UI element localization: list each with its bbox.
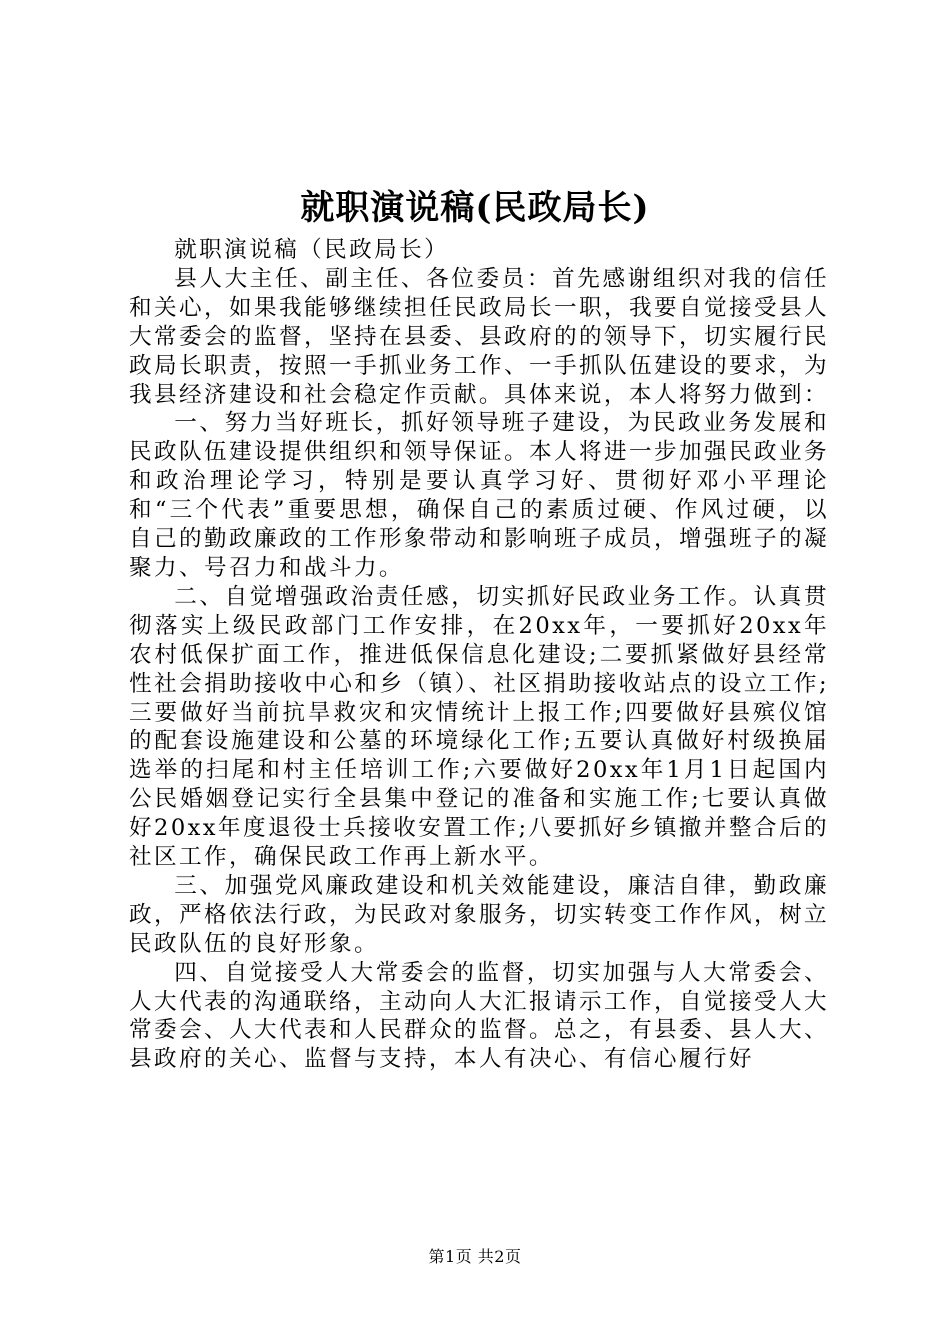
body-paragraph-subtitle: 就职演说稿（民政局长） xyxy=(174,237,450,263)
body-paragraph-point-4: 四、自觉接受人大常委会的监督，切实加强与人大常委会、人大代表的沟通联络，主动向人大汇报请示工作，自觉接受人大常委会、人大代表和人民群众的监督。总之，有县委、县人大、县政府的关心、监督与支持，本人有决心、有信心履行好 xyxy=(129,959,829,1073)
body-paragraph-point-2: 二、自觉增强政治责任感，切实抓好民政业务工作。认真贯彻落实上级民政部门工作安排，在20xx年，一要抓好20xx年农村低保扩面工作，推进低保信息化建设;二要抓紧做好县经常性社会捐助接收中心和乡（镇）、社区捐助接收站点的设立工作;三要做好当前抗旱救灾和灾情统计上报工作;四要做好县殡仪馆的配套设施建设和公墓的环境绿化工作;五要认真做好村级换届选举的扫尾和村主任培训工作;六要做好20xx年1月1日起国内公民婚姻登记实行全县集中登记的准备和实施工作;七要认真做好20xx年度退役士兵接收安置工作;八要抓好乡镇撤并整合后的社区工作，确保民政工作再上新水平。 xyxy=(129,583,829,871)
document-body xyxy=(129,236,829,1074)
body-paragraph-point-3: 三、加强党风廉政建设和机关效能建设，廉洁自律，勤政廉政，严格依法行政，为民政对象服务，切实转变工作作风，树立民政队伍的良好形象。 xyxy=(129,872,829,957)
body-paragraph-greeting: 县人大主任、副主任、各位委员：首先感谢组织对我的信任和关心，如果我能够继续担任民政局长一职，我要自觉接受县人大常委会的监督，坚持在县委、县政府的的领导下，切实履行民政局长职责，按照一手抓业务工作、一手抓队伍建设的要求，为我县经济建设和社会稳定作贡献。具体来说，本人将努力做到： xyxy=(129,265,829,408)
page-number-footer: 第1页 共2页 xyxy=(428,1247,522,1266)
body-paragraph-point-1: 一、努力当好班长，抓好领导班子建设，为民政业务发展和民政队伍建设提供组织和领导保证。本人将进一步加强民政业务和政治理论学习，特别是要认真学习好、贯彻好邓小平理论和“三个代表”重要思想，确保自己的素质过硬、作风过硬，以自己的勤政廉政的工作形象带动和影响班子成员，增强班子的凝聚力、号召力和战斗力。 xyxy=(129,410,829,581)
document-title: 就职演说稿(民政局长) xyxy=(300,188,650,228)
